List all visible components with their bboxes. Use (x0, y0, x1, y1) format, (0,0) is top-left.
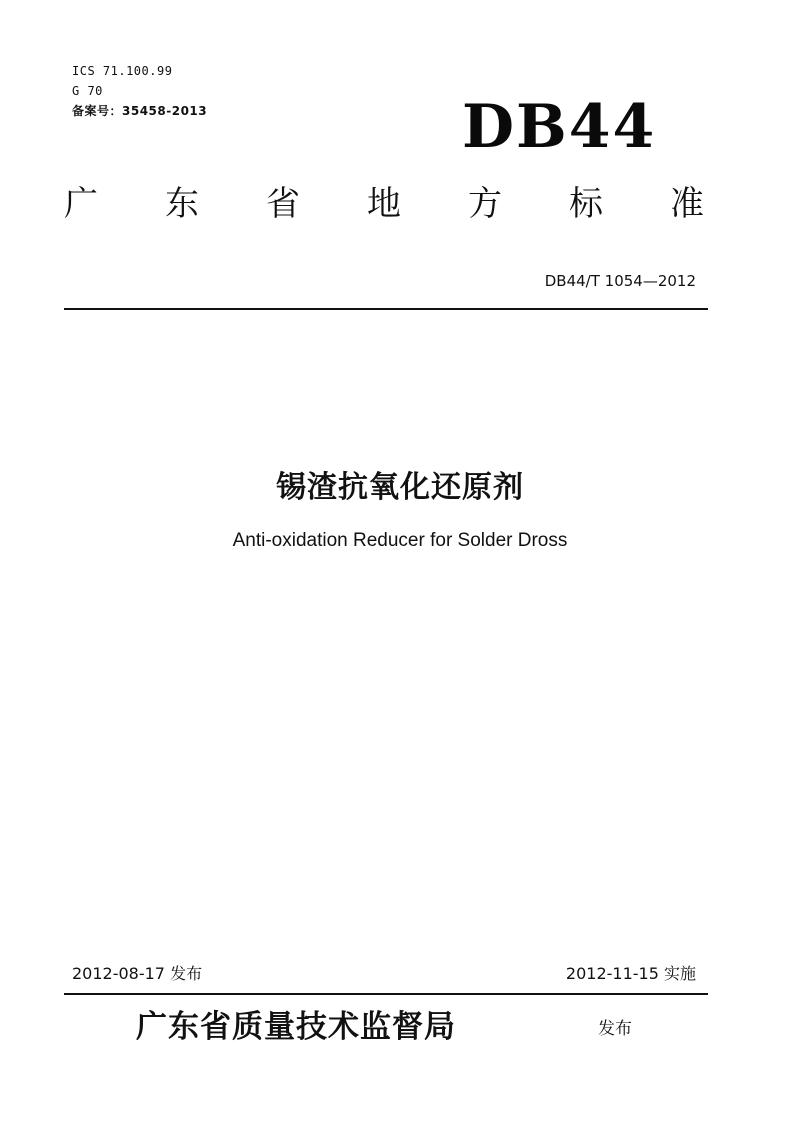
standard-number: DB44/T 1054—2012 (544, 272, 696, 290)
document-title-chinese: 锡渣抗氧化还原剂 (276, 470, 524, 505)
top-divider (64, 308, 708, 310)
bottom-divider (64, 993, 708, 995)
standard-type-char: 广 (64, 184, 98, 224)
issue-date: 2012-08-17 发布 (72, 964, 203, 983)
publisher-suffix: 发布 (598, 1019, 632, 1039)
standard-type-char: 地 (367, 184, 401, 224)
standard-type-char: 东 (165, 184, 199, 224)
publisher-name: 广东省质量技术监督局 (136, 1009, 456, 1045)
standard-type-heading (64, 182, 704, 226)
db44-logo: DB44 (462, 92, 657, 162)
standard-type-char: 方 (468, 184, 502, 224)
classification-code: G 70 (72, 84, 103, 98)
standard-type-char: 省 (266, 184, 300, 224)
ics-code: ICS 71.100.99 (72, 64, 173, 78)
implementation-date: 2012-11-15 实施 (565, 964, 696, 983)
document-title-english: Anti-oxidation Reducer for Solder Dross (232, 530, 568, 551)
filing-number: 备案号：35458-2013 (72, 104, 208, 118)
standard-type-char: 标 (569, 184, 603, 224)
standard-type-char: 准 (670, 184, 704, 224)
